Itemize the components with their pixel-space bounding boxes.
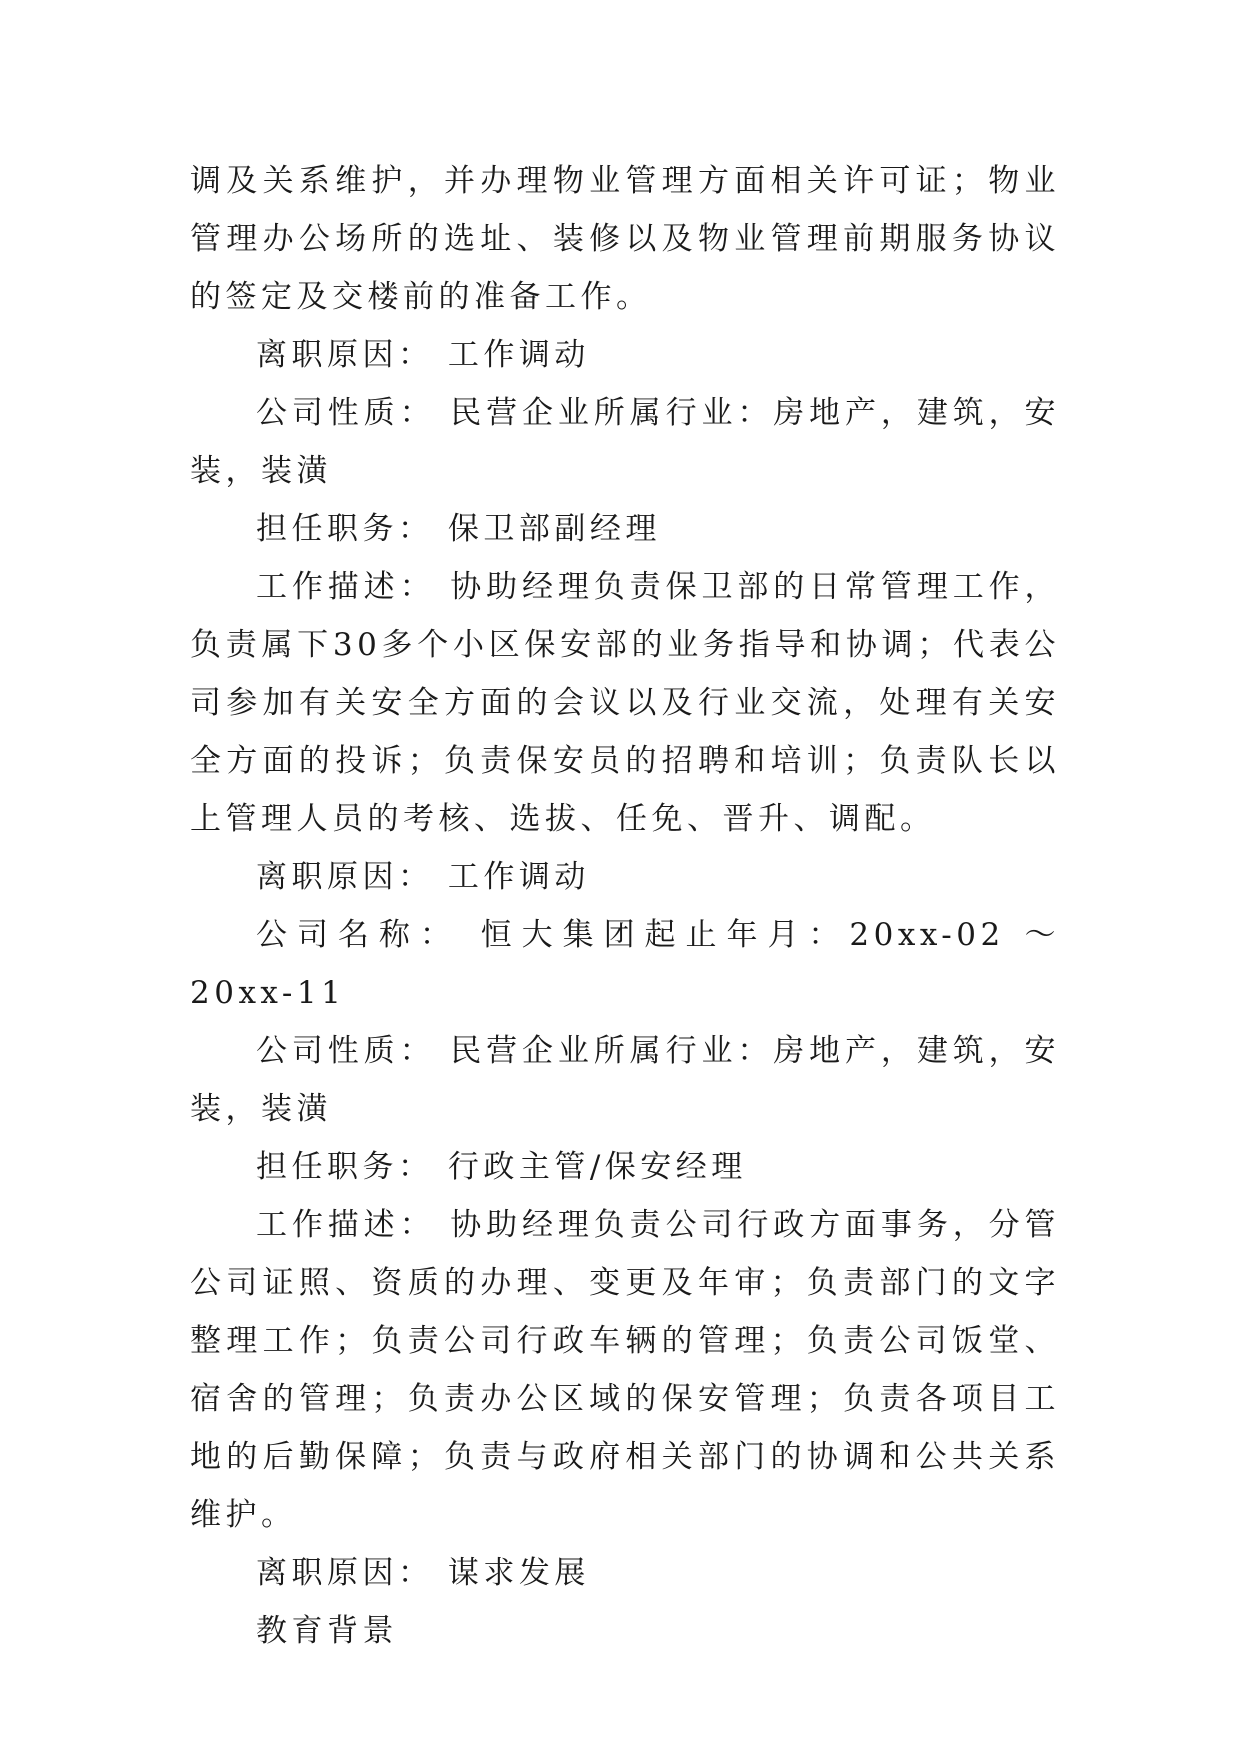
document-body <box>190 152 1060 1660</box>
paragraph-leaving-reason-2: 离职原因： 工作调动 <box>256 859 590 895</box>
paragraph-leaving-reason-1: 离职原因： 工作调动 <box>256 337 590 373</box>
paragraph-position-1: 担任职务： 保卫部副经理 <box>256 511 661 547</box>
section-heading-education: 教育背景 <box>256 1613 398 1649</box>
paragraph-job-description-1: 工作描述： 协助经理负责保卫部的日常管理工作，负责属下30多个小区保安部的业务指导和协调；代表公司参加有关安全方面的会议以及行业交流，处理有关安全方面的投诉；负责保安员的招聘和培训；负责队长以上管理人员的考核、选拔、任免、晋升、调配。 <box>190 569 1060 837</box>
paragraph-leaving-reason-3: 离职原因： 谋求发展 <box>256 1555 590 1591</box>
paragraph-duties-continued: 调及关系维护，并办理物业管理方面相关许可证；物业管理办公场所的选址、装修以及物业管理前期服务协议的签定及交楼前的准备工作。 <box>190 163 1060 315</box>
paragraph-company-type-2: 公司性质： 民营企业所属行业：房地产，建筑，安装，装潢 <box>190 1033 1060 1127</box>
paragraph-position-2: 担任职务： 行政主管/保安经理 <box>256 1149 747 1185</box>
paragraph-company-name-2: 公司名称： 恒大集团起止年月：20xx-02 ～ 20xx-11 <box>190 917 1060 1011</box>
paragraph-company-type-1: 公司性质： 民营企业所属行业：房地产，建筑，安装，装潢 <box>190 395 1060 489</box>
paragraph-job-description-2: 工作描述： 协助经理负责公司行政方面事务，分管公司证照、资质的办理、变更及年审；负责部门的文字整理工作；负责公司行政车辆的管理；负责公司饭堂、宿舍的管理；负责办公区域的保安管理；负责各项目工地的后勤保障；负责与政府相关部门的协调和公共关系维护。 <box>190 1207 1060 1533</box>
